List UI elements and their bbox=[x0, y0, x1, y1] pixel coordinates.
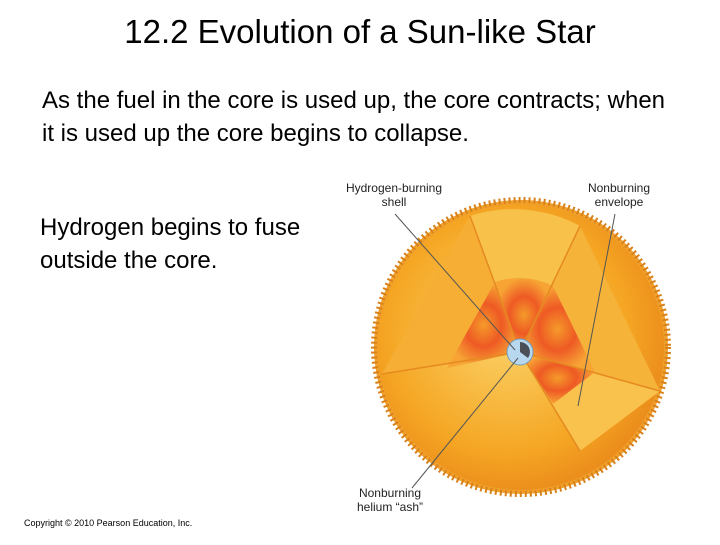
label-line: envelope bbox=[594, 195, 644, 209]
label-nonburning-helium-ash bbox=[340, 486, 440, 514]
body-text-hydrogen-fuse: Hydrogen begins to fuse outside the core. bbox=[40, 214, 301, 274]
label-line: Nonburning bbox=[358, 486, 422, 500]
slide-title: 12.2 Evolution of a Sun-like Star bbox=[124, 13, 596, 50]
label-nonburning-envelope bbox=[574, 181, 664, 209]
label-line: Hydrogen-burning bbox=[345, 181, 443, 195]
label-hydrogen-burning-shell bbox=[334, 181, 454, 209]
star-cutaway-diagram bbox=[320, 176, 710, 540]
label-line: helium “ash” bbox=[356, 500, 424, 514]
label-line: Nonburning bbox=[587, 181, 651, 195]
copyright-notice: Copyright © 2010 Pearson Education, Inc. bbox=[24, 518, 193, 528]
label-line: shell bbox=[381, 195, 407, 209]
body-text-core-contracts: As the fuel in the core is used up, the core contracts; when it is used up the core begins to collapse. bbox=[42, 87, 666, 147]
